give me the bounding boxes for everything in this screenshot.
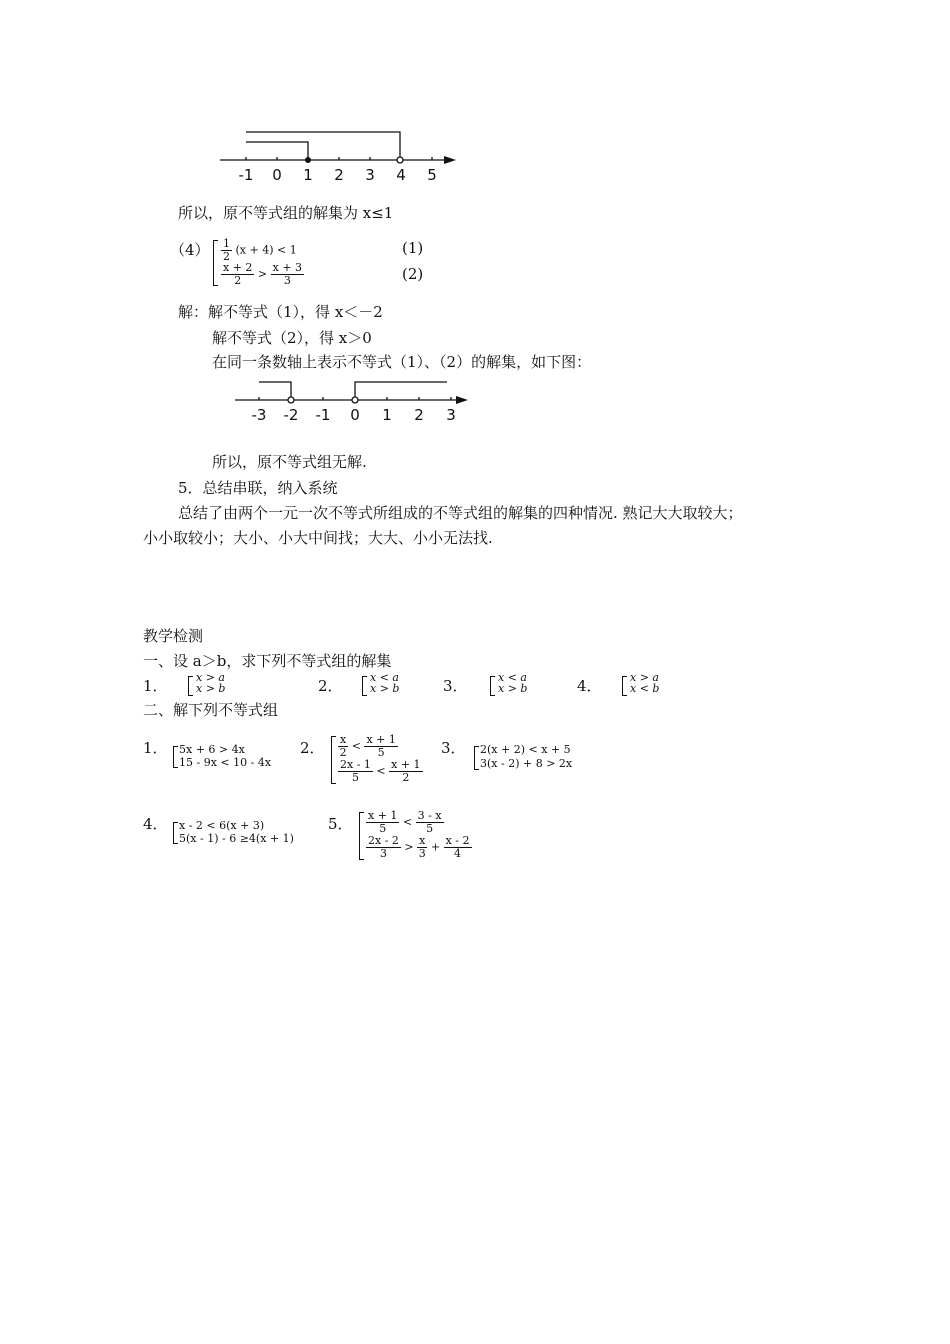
solution-4-line1: 解：解不等式（1），得 x＜－2: [178, 303, 383, 321]
solution-4-line2: 解不等式（2），得 x＞0: [212, 329, 372, 347]
p1-num-4: 4．: [577, 677, 602, 695]
section5-para1: 总结了由两个一元一次不等式所组成的不等式组的解集的四种情况. 熟记大大取较大；: [178, 504, 743, 522]
nl2-tick-label: -1: [315, 406, 331, 424]
problem-4-ineq2: $\frac{x + 2}{2}$ > $\frac{x + 3}{3}$: [223, 261, 303, 287]
q5-ineq1: $\frac{x + 1}{5}$ < $\frac{3 - x}{5}$: [368, 809, 442, 835]
nl1-tick-label: 2: [334, 166, 344, 184]
nl2-tick-label: -2: [283, 406, 299, 424]
test-title: 教学检测: [143, 627, 204, 645]
open-dot-neg2: [288, 397, 294, 403]
closed-dot-1: [305, 157, 311, 163]
section5-heading: 5．总结串联，纳入系统: [178, 479, 338, 497]
open-dot-4: [397, 157, 403, 163]
q3-system: 2(x + 2) < x + 5 3(x - 2) + 8 > 2x: [480, 743, 573, 770]
p1-system-4: x > a x < b: [630, 671, 660, 695]
nl2-tick-label: 0: [350, 406, 360, 424]
open-dot-0: [352, 397, 358, 403]
q5-ineq2: $\frac{2x - 2}{3}$ > $\frac{x}{3}$ + $\frac{x - 2}{4}$: [368, 834, 470, 860]
p1-num-2: 2．: [318, 677, 343, 695]
q1-num: 1．: [143, 739, 168, 757]
nl1-tick-label: 3: [365, 166, 375, 184]
q4-system: x - 2 < 6(x + 3) 5(x - 1) - 6 ≥4(x + 1): [179, 819, 294, 845]
nl1-tick-label: 1: [303, 166, 313, 184]
q5-num: 5．: [328, 815, 353, 833]
tag-2: (2): [402, 265, 424, 283]
test-part2: 二、解下列不等式组: [143, 701, 279, 719]
p1-system-3: x < a x > b: [498, 671, 528, 695]
number-line-1: [210, 120, 470, 190]
p1-system-1: x > a x > b: [196, 671, 226, 695]
nl2-tick-label: 3: [446, 406, 456, 424]
q1-system: 5x + 6 > 4x 15 - 9x < 10 - 4x: [179, 743, 272, 769]
p1-system-2: x < a x > b: [370, 671, 400, 695]
problem-4-label: （4）: [170, 241, 210, 259]
q2-num: 2．: [300, 739, 325, 757]
q2-ineq2: $\frac{2x - 1}{5}$ < $\frac{x + 1}{2}$: [340, 758, 421, 784]
nl1-tick-label: -1: [238, 166, 254, 184]
test-part1: 一、设 a＞b，求下列不等式组的解集: [143, 652, 392, 670]
q4-num: 4．: [143, 815, 168, 833]
p1-num-3: 3．: [443, 677, 468, 695]
nl1-tick-label: 4: [396, 166, 406, 184]
problem-4-ineq1: $\frac{1}{2}$ (x + 4) < 1: [223, 237, 297, 263]
solution-4-line3: 在同一条数轴上表示不等式（1）、（2）的解集，如下图：: [212, 353, 592, 371]
conclusion-4: 所以，原不等式组无解.: [212, 453, 367, 471]
nl2-tick-label: 2: [414, 406, 424, 424]
nl2-tick-label: 1: [382, 406, 392, 424]
q2-ineq1: $\frac{x}{2}$ < $\frac{x + 1}{5}$: [339, 733, 396, 759]
q3-num: 3．: [441, 739, 466, 757]
number-line-2: [225, 372, 485, 432]
nl1-tick-label: 5: [427, 166, 437, 184]
nl1-tick-label: 0: [272, 166, 282, 184]
section5-para2: 小小取较小；大小、小大中间找；大大、小小无法找.: [143, 529, 493, 547]
tag-1: (1): [402, 239, 424, 257]
nl2-tick-label: -3: [251, 406, 267, 424]
conclusion-3: 所以，原不等式组的解集为 x≤1: [178, 204, 394, 222]
p1-num-1: 1．: [143, 677, 168, 695]
